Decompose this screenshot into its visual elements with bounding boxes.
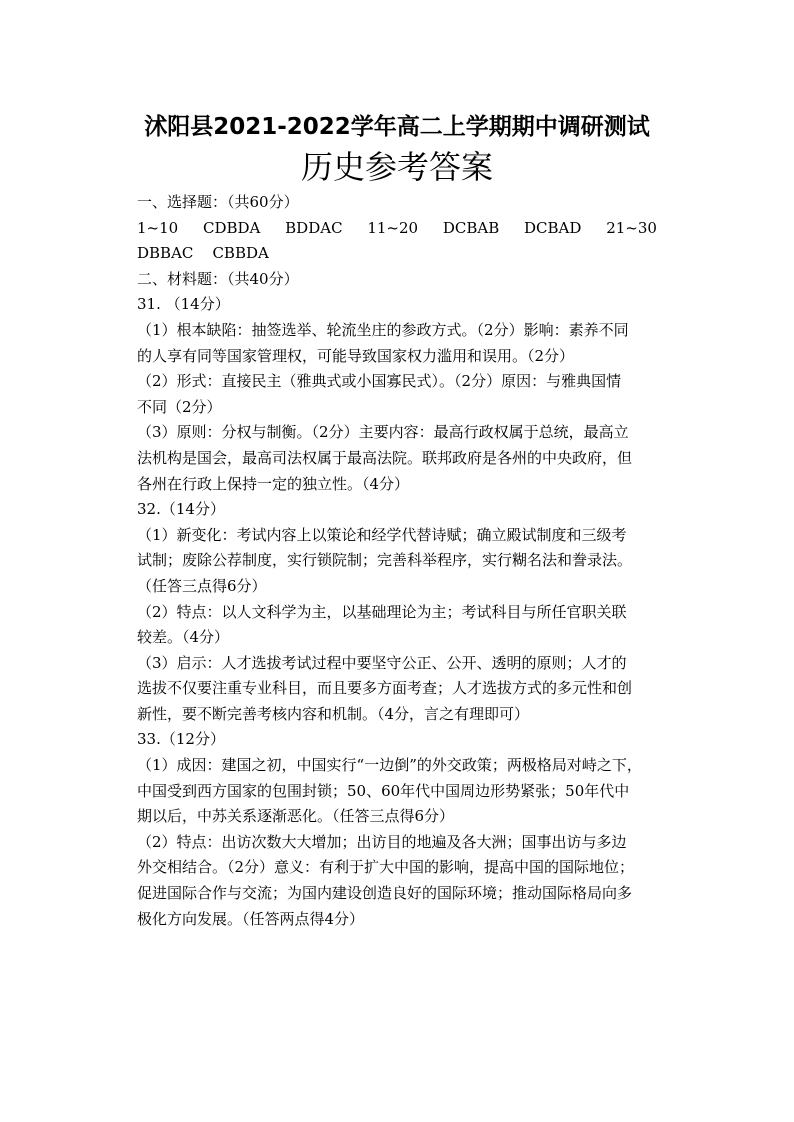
text-line: 期以后，中苏关系逐渐恶化。（任答三点得6分） bbox=[137, 807, 455, 826]
page-title: 沭阳县2021-2022学年高二上学期期中调研测试 bbox=[144, 114, 650, 140]
text-line: 的人享有同等国家管理权，可能导致国家权力滥用和误用。（2分） bbox=[137, 346, 575, 365]
answer-group-label: 21~30 bbox=[606, 218, 657, 237]
text-line: 33.（12分） bbox=[137, 730, 225, 749]
text-line: （2）特点：以人文科学为主，以基础理论为主；考试科目与所任官职关联 bbox=[137, 602, 627, 621]
answer-group: DCBAD bbox=[524, 218, 582, 237]
text-line: 选拔不仅要注重专业科目，而且要多方面考查；人才选拔方式的多元性和创 bbox=[137, 679, 633, 698]
answer-group-label: 11~20 bbox=[367, 218, 419, 237]
text-line: 31. （14分） bbox=[137, 295, 230, 314]
text-line: （1）新变化：考试内容上以策论和经学代替诗赋；确立殿试制度和三级考 bbox=[137, 525, 627, 544]
text-line: 试制；废除公荐制度，实行锁院制；完善科举程序，实行糊名法和誊录法。 bbox=[137, 551, 633, 570]
text-line: （1）根本缺陷：抽签选举、轮流坐庄的参政方式。（2分）影响：素养不同 bbox=[137, 320, 629, 339]
choice-answers-row bbox=[137, 216, 657, 242]
text-line: 较差。（4分） bbox=[137, 628, 230, 647]
text-line: （1）成因：建国之初，中国实行“一边倒”的外交政策；两极格局对峙之下， bbox=[137, 756, 642, 775]
text-line: 外交相结合。（2分）意义：有利于扩大中国的影响，提高中国的国际地位； bbox=[137, 858, 635, 877]
answer-group: DCBAB bbox=[442, 218, 500, 237]
text-line: 法机构是国会，最高司法权属于最高法院。联邦政府是各州的中央政府，但 bbox=[137, 448, 633, 467]
text-line: （2）形式：直接民主（雅典式或小国寡民式）。（2分）原因：与雅典国情 bbox=[137, 372, 622, 391]
text-line: 不同（2分） bbox=[137, 397, 222, 416]
answer-group: CDBDA bbox=[202, 218, 261, 237]
text-line: （3）原则：分权与制衡。（2分）主要内容：最高行政权属于总统，最高立 bbox=[137, 423, 629, 442]
text-line: （3）启示：人才选拔考试过程中要坚守公正、公开、透明的原则；人才的 bbox=[137, 653, 627, 672]
answer-body bbox=[137, 190, 657, 932]
text-line: （2）特点：出访次数大大增加；出访目的地遍及各大洲；国事出访与多边 bbox=[137, 832, 627, 851]
answer-group-label: 1~10 bbox=[137, 218, 179, 237]
section-heading-choice: 一、选择题：（共60分） bbox=[137, 193, 299, 211]
text-line: 32.（14分） bbox=[137, 500, 225, 519]
text-line: 促进国际合作与交流；为国内建设创造良好的国际环境；推动国际格局向多 bbox=[137, 884, 633, 903]
text-line: 各州在行政上保持一定的独立性。（4分） bbox=[137, 474, 410, 493]
text-line: （任答三点得6分） bbox=[137, 576, 267, 595]
text-line: 极化方向发展。（任答两点得4分） bbox=[137, 909, 365, 928]
text-line: 中国受到西方国家的包围封锁；50、60年代中国周边形势紧张；50年代中 bbox=[137, 781, 630, 800]
section-heading-material: 二、材料题：（共40分） bbox=[137, 269, 299, 288]
choice-answers-row-2: DBBAC CBBDA bbox=[137, 244, 269, 263]
answer-group: BDDAC bbox=[285, 218, 343, 237]
text-line: 新性，要不断完善考核内容和机制。（4分，言之有理即可） bbox=[137, 704, 530, 723]
page-subtitle: 历史参考答案 bbox=[300, 148, 493, 186]
